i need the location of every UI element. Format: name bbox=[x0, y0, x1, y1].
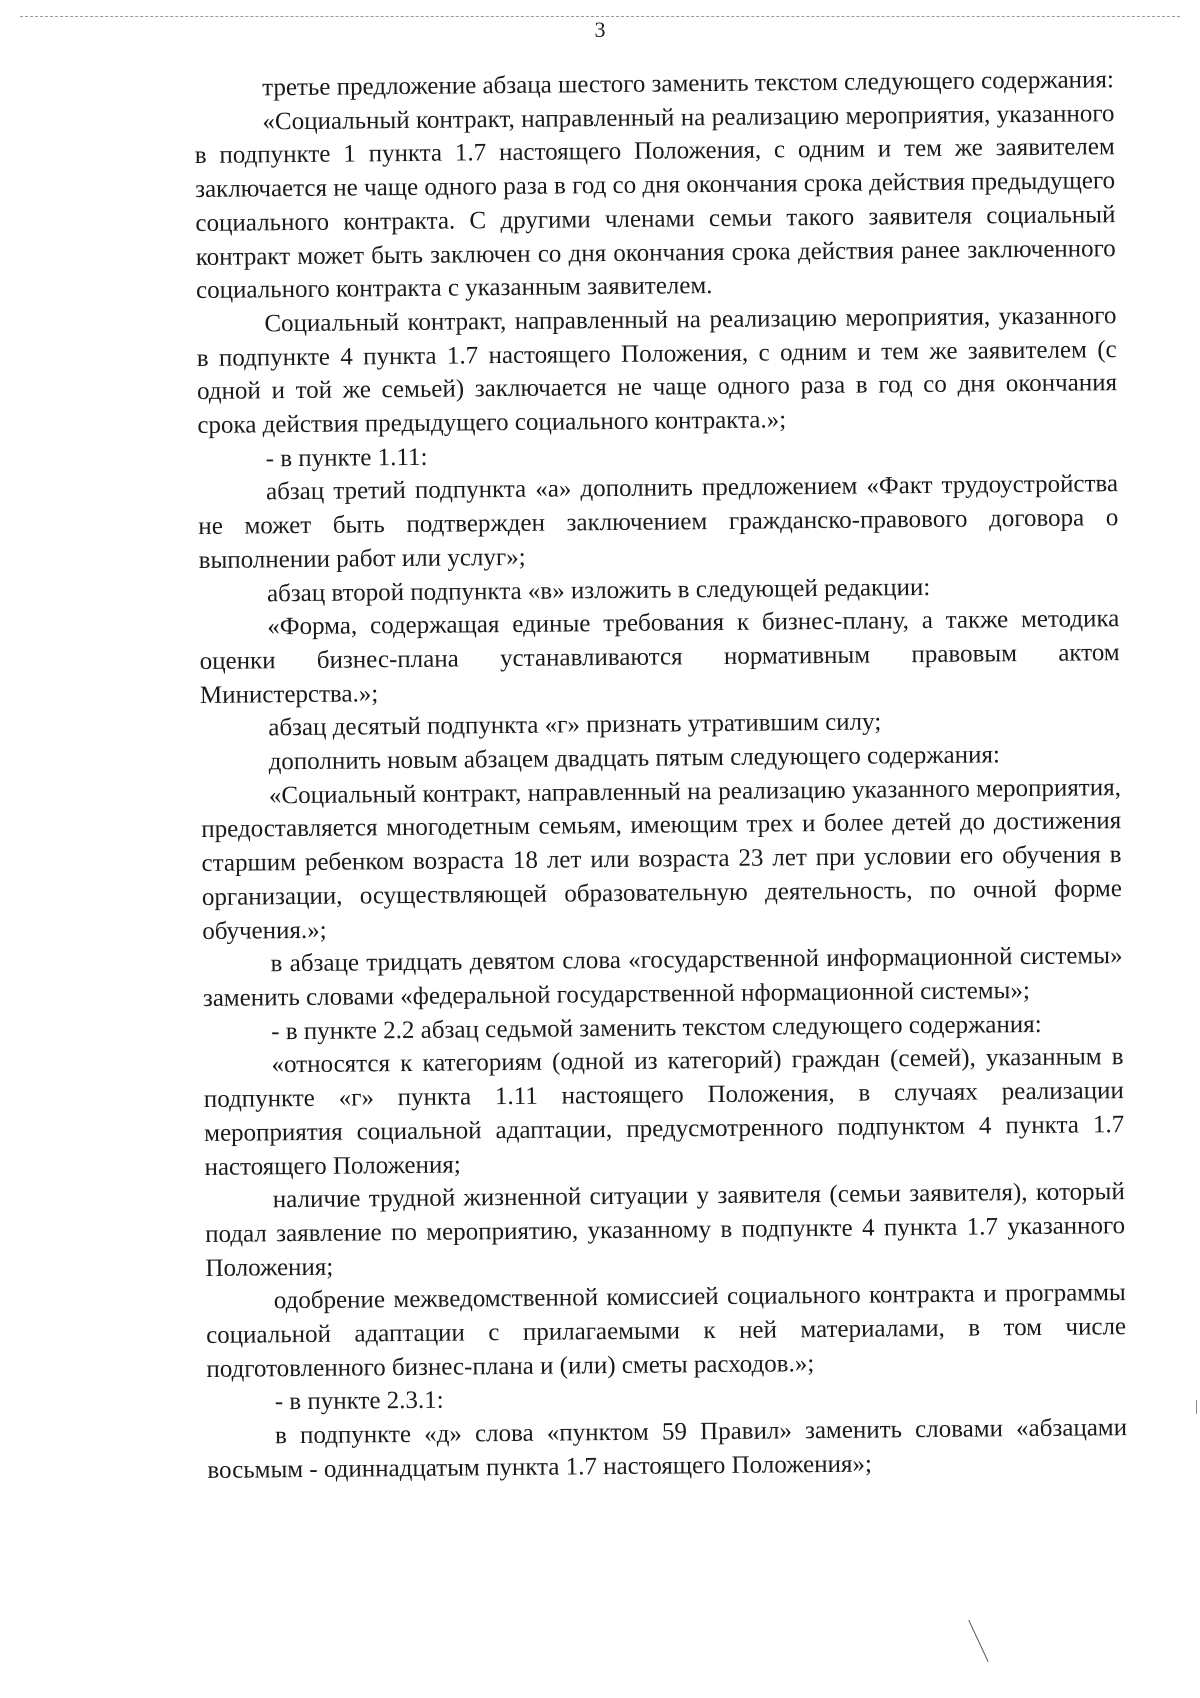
paragraph: дополнить новым абзацем двадцать пятым следующего содержания: bbox=[268, 741, 1001, 776]
paragraph: наличие трудной жизненной ситуации у заявителя (семьи заявителя), который подал заявление по мероприятию, указанному в подпункте 4 пункта 1.7 указанного Положения; bbox=[205, 1178, 1126, 1282]
paragraph: абзац десятый подпункта «г» признать утратившим силу; bbox=[268, 708, 882, 742]
paragraph: в абзаце тридцать девятом слова «государственной информационной системы» заменить словами «федеральной государственной нформационной системы»; bbox=[202, 942, 1123, 1012]
paragraph: - в пункте 1.11: bbox=[265, 443, 428, 473]
document-body bbox=[194, 63, 1128, 1487]
paragraph: «Форма, содержащая единые требования к бизнес-плану, а также методика оценки бизнес-плана устанавливаются нормативным правовым актом Министерства.»; bbox=[199, 605, 1120, 709]
paragraph: Социальный контракт, направленный на реализацию мероприятия, указанного в подпункте 4 пункта 1.7 настоящего Положения, с одним и тем же заявителем (с одной и той же семьей) заключается не чаще одного раза в год со дня окончания срока действия предыдущего социального контракта.»; bbox=[196, 302, 1118, 440]
paragraph: - в пункте 2.2 абзац седьмой заменить текстом следующего содержания: bbox=[271, 1010, 1042, 1045]
paragraph: третье предложение абзаца шестого заменить текстом следующего содержания: bbox=[262, 66, 1114, 102]
paragraph: - в пункте 2.3.1: bbox=[274, 1387, 444, 1416]
page-number: 3 bbox=[594, 17, 606, 42]
paragraph: «Социальный контракт, направленный на реализацию указанного мероприятия, предоставляется многодетным семьям, имеющим трех и более детей до достижения старшим ребенком возраста 18 лет или возраста 23 лет при условии его обучения в организации, осуществляющей образовательную деятельность, по очной форме обучения.»; bbox=[201, 773, 1123, 945]
scan-pen-mark bbox=[968, 1620, 988, 1662]
paragraph: одобрение межведомственной комиссией социального контракта и программы социальной адаптации с прилагаемыми к ней материалами, в том числе подготовленного бизнес-плана и (или) сметы расходов.»; bbox=[205, 1279, 1127, 1383]
paragraph: абзац второй подпункта «в» изложить в следующей редакции: bbox=[266, 573, 931, 607]
paragraph: «Социальный контракт, направленный на реализацию мероприятия, указанного в подпункте 1 пункта 1.7 настоящего Положения, с одним и тем же заявителем заключается не чаще одного раза в год со дня окончания срока действия предыдущего социального контракта. С другими членами семьи такого заявителя социальный контракт может быть заключен со дня окончания срока действия ранее заключенного социального контракта с указанным заявителем. bbox=[194, 99, 1116, 305]
paragraph: «относятся к категориям (одной из категорий) граждан (семей), указанным в подпункте «г» пункта 1.11 настоящего Положения, в случаях реализации мероприятия социальной адаптации, предусмотренного подпунктом 4 пункта 1.7 настоящего Положения; bbox=[203, 1043, 1125, 1181]
scan-edge-mark bbox=[1196, 1400, 1197, 1414]
paragraph: в подпункте «д» слова «пунктом 59 Правил» заменить словами «абзацами восьмым - одиннадцатым пункта 1.7 настоящего Положения»; bbox=[207, 1414, 1128, 1484]
paragraph: абзац третий подпункта «а» дополнить предложением «Факт трудоустройства не может быть подтвержден заключением гражданско-правового договора о выполнении работ или услуг»; bbox=[198, 470, 1119, 574]
